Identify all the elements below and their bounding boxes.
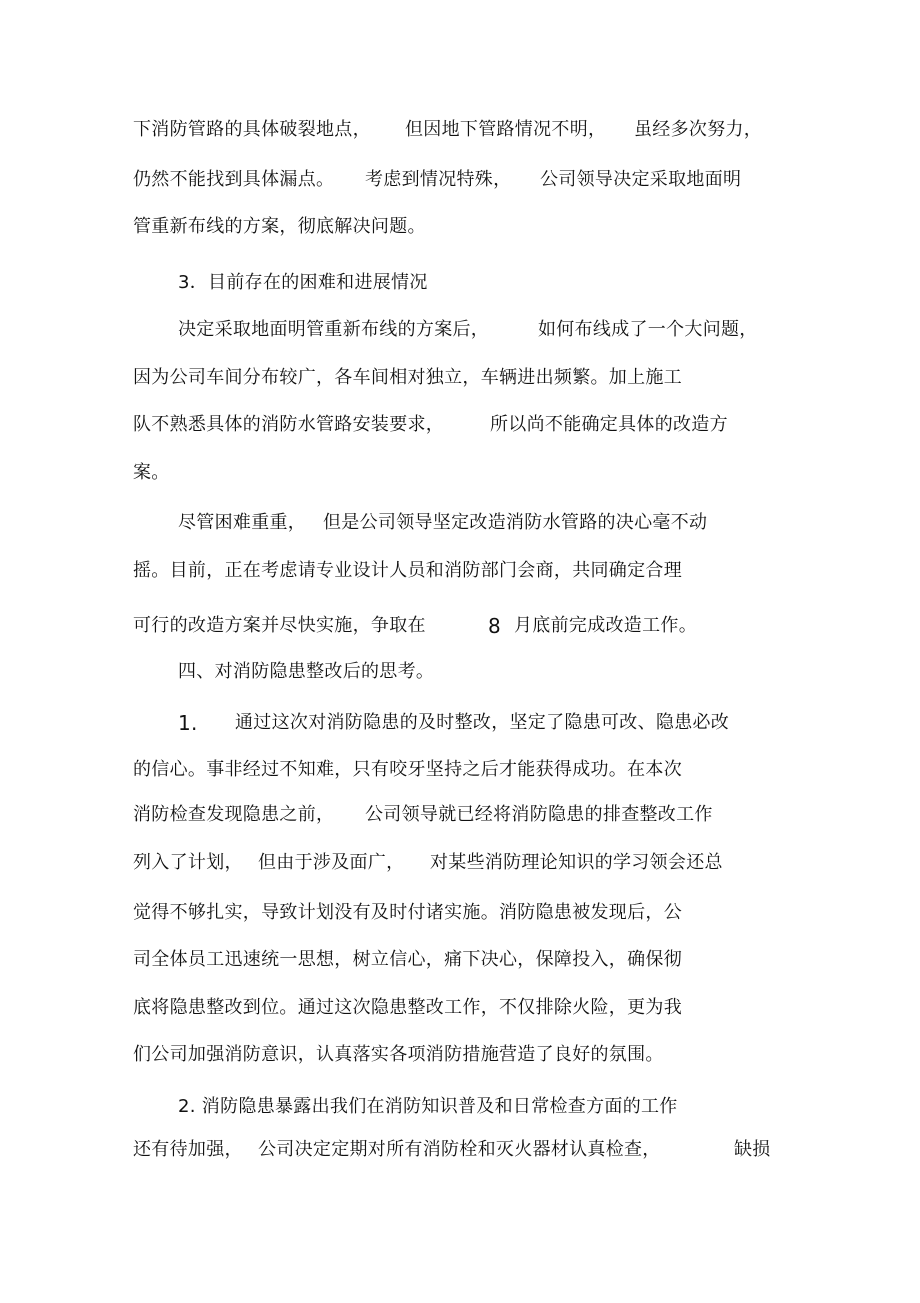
- text-segment: 可行的改造方案并尽快实施，争取在: [133, 615, 426, 636]
- text-segment: 底将隐患整改到位。通过这次隐患整改工作，不仅排除火险，更为我: [133, 997, 682, 1018]
- text-segment: 消防检查发现隐患之前，: [133, 804, 335, 825]
- text-line: [0, 800, 920, 830]
- text-line: [0, 945, 920, 975]
- text-segment: 8: [488, 614, 502, 638]
- text-segment: 案。: [133, 462, 170, 483]
- text-segment: 但因地下管路情况不明，: [405, 119, 607, 140]
- text-line: [0, 848, 920, 878]
- text-segment: 但由于涉及面广，: [258, 852, 405, 873]
- text-line: [0, 1040, 920, 1070]
- text-segment: 公司决定定期对所有消防栓和灭火器材认真检查，: [258, 1139, 661, 1160]
- text-segment: 月底前完成改造工作。: [514, 615, 697, 636]
- text-segment: 通过这次对消防隐患的及时整改，坚定了隐患可改、隐患必改: [235, 712, 730, 733]
- text-segment: 觉得不够扎实，导致计划没有及时付诸实施。消防隐患被发现后，公: [133, 902, 682, 923]
- section-heading: [0, 268, 920, 298]
- text-segment: 还有待加强，: [133, 1139, 243, 1160]
- text-segment: 下消防管路的具体破裂地点，: [133, 119, 371, 140]
- text-segment: 决定采取地面明管重新布线的方案后，: [178, 319, 490, 340]
- text-line: [0, 363, 920, 393]
- text-line: [0, 410, 920, 440]
- text-line: [0, 898, 920, 928]
- text-line: [0, 1135, 920, 1165]
- text-segment: 公司领导就已经将消防隐患的排查整改工作: [365, 804, 713, 825]
- text-segment: 司全体员工迅速统一思想，树立信心，痛下决心，保障投入，确保彻: [133, 949, 682, 970]
- text-segment: 缺损: [734, 1139, 771, 1160]
- text-line: [0, 708, 920, 738]
- text-segment: 如何布线成了一个大问题，: [538, 319, 758, 340]
- text-segment: 队不熟悉具体的消防水管路安装要求，: [133, 414, 445, 435]
- text-segment: 四、对消防隐患整改后的思考。: [178, 661, 435, 682]
- text-line: [0, 458, 920, 488]
- text-line: [0, 1092, 920, 1122]
- text-segment: 尽管困难重重，: [178, 512, 307, 533]
- text-line: [0, 165, 920, 195]
- text-segment: 但是公司领导坚定改造消防水管路的决心毫不动: [323, 512, 708, 533]
- text-segment: 3．目前存在的困难和进展情况: [178, 272, 428, 293]
- text-line: [0, 315, 920, 345]
- text-segment: 列入了计划，: [133, 852, 243, 873]
- text-segment: 管重新布线的方案，彻底解决问题。: [133, 216, 426, 237]
- text-segment: 对某些消防理论知识的学习领会还总: [430, 852, 723, 873]
- text-line: [0, 212, 920, 242]
- text-line: [0, 115, 920, 145]
- text-segment: 2. 消防隐患暴露出我们在消防知识普及和日常检查方面的工作: [178, 1096, 678, 1117]
- section-heading: [0, 657, 920, 687]
- text-segment: 摇。目前，正在考虑请专业设计人员和消防部门会商，共同确定合理: [133, 560, 682, 581]
- text-line: [0, 611, 920, 641]
- text-segment: 考虑到情况特殊，: [365, 169, 512, 190]
- text-segment: 所以尚不能确定具体的改造方: [490, 414, 728, 435]
- text-segment: 们公司加强消防意识，认真落实各项消防措施营造了良好的氛围。: [133, 1044, 664, 1065]
- text-segment: 仍然不能找到具体漏点。: [133, 169, 335, 190]
- text-segment: 的信心。事非经过不知难，只有咬牙坚持之后才能获得成功。在本次: [133, 759, 682, 780]
- text-line: [0, 993, 920, 1023]
- text-line: [0, 755, 920, 785]
- text-line: [0, 556, 920, 586]
- text-segment: 公司领导决定采取地面明: [540, 169, 742, 190]
- text-segment: 因为公司车间分布较广，各车间相对独立，车辆进出频繁。加上施工: [133, 367, 682, 388]
- text-segment: 虽经多次努力，: [634, 119, 763, 140]
- text-segment: 1.: [178, 711, 198, 735]
- text-line: [0, 508, 920, 538]
